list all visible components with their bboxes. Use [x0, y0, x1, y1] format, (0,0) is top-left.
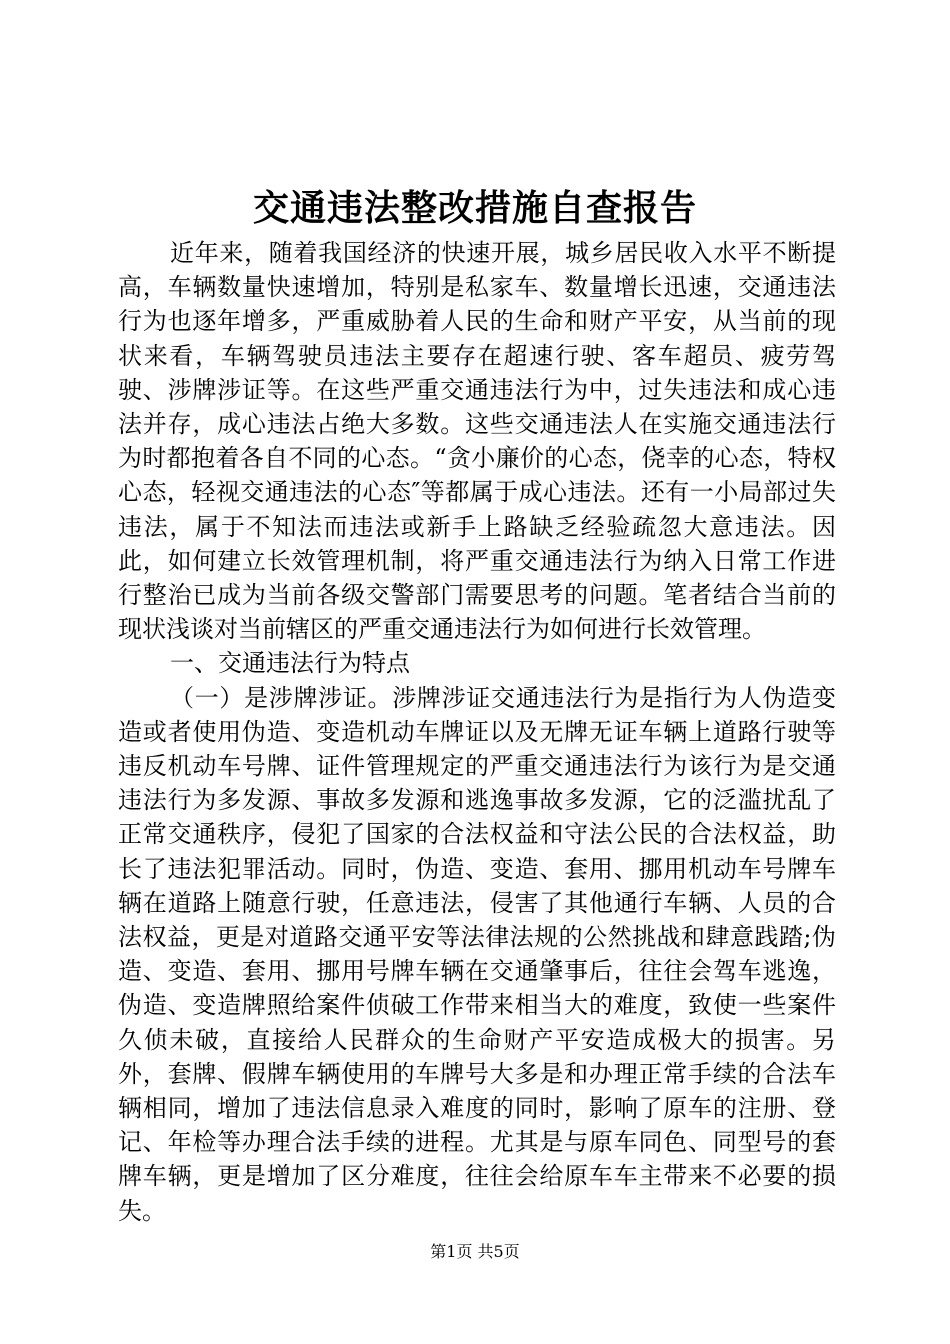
page-footer: 第1页 共5页 [430, 1242, 520, 1261]
section-heading: 一、交通违法行为特点 [170, 649, 410, 678]
intro-paragraph: 近年来，随着我国经济的快速开展，城乡居民收入水平不断提高，车辆数量快速增加，特别是私家车、数量增长迅速，交通违法行为也逐年增多，严重威胁着人民的生命和财产平安，从当前的现状来看，车辆驾驶员违法主要存在超速行驶、客车超员、疲劳驾驶、涉牌涉证等。在这些严重交通违法行为中，过失违法和成心违法并存，成心违法占绝大多数。这些交通违法人在实施交通违法行为时都抱着各自不同的心态。“贪小廉价的心态，侥幸的心态，特权心态，轻视交通违法的心态″等都属于成心违法。还有一小局部过失违法，属于不知法而违法或新手上路缺乏经验疏忽大意违法。因此，如何建立长效管理机制，将严重交通违法行为纳入日常工作进行整治已成为当前各级交警部门需要思考的问题。笔者结合当前的现状浅谈对当前辖区的严重交通违法行为如何进行长效管理。 [118, 239, 836, 644]
document-body [118, 236, 836, 1228]
section-paragraph: （一）是涉牌涉证。涉牌涉证交通违法行为是指行为人伪造变造或者使用伪造、变造机动车牌证以及无牌无证车辆上道路行驶等违反机动车号牌、证件管理规定的严重交通违法行为该行为是交通违法行为多发源、事故多发源和逃逸事故多发源，它的泛滥扰乱了正常交通秩序，侵犯了国家的合法权益和守法公民的合法权益，助长了违法犯罪活动。同时，伪造、变造、套用、挪用机动车号牌车辆在道路上随意行驶，任意违法，侵害了其他通行车辆、人员的合法权益，更是对道路交通平安等法律法规的公然挑战和肆意践踏;伪造、变造、套用、挪用号牌车辆在交通肇事后，往往会驾车逃逸，伪造、变造牌照给案件侦破工作带来相当大的难度，致使一些案件久侦未破，直接给人民群众的生命财产平安造成极大的损害。另外，套牌、假牌车辆使用的车牌号大多是和办理正常手续的合法车辆相同，增加了违法信息录入难度的同时，影响了原车的注册、登记、年检等办理合法手续的进程。尤其是与原车同色、同型号的套牌车辆，更是增加了区分难度，往往会给原车车主带来不必要的损失。 [118, 683, 836, 1225]
document-title: 交通违法整改措施自查报告 [252, 187, 697, 229]
